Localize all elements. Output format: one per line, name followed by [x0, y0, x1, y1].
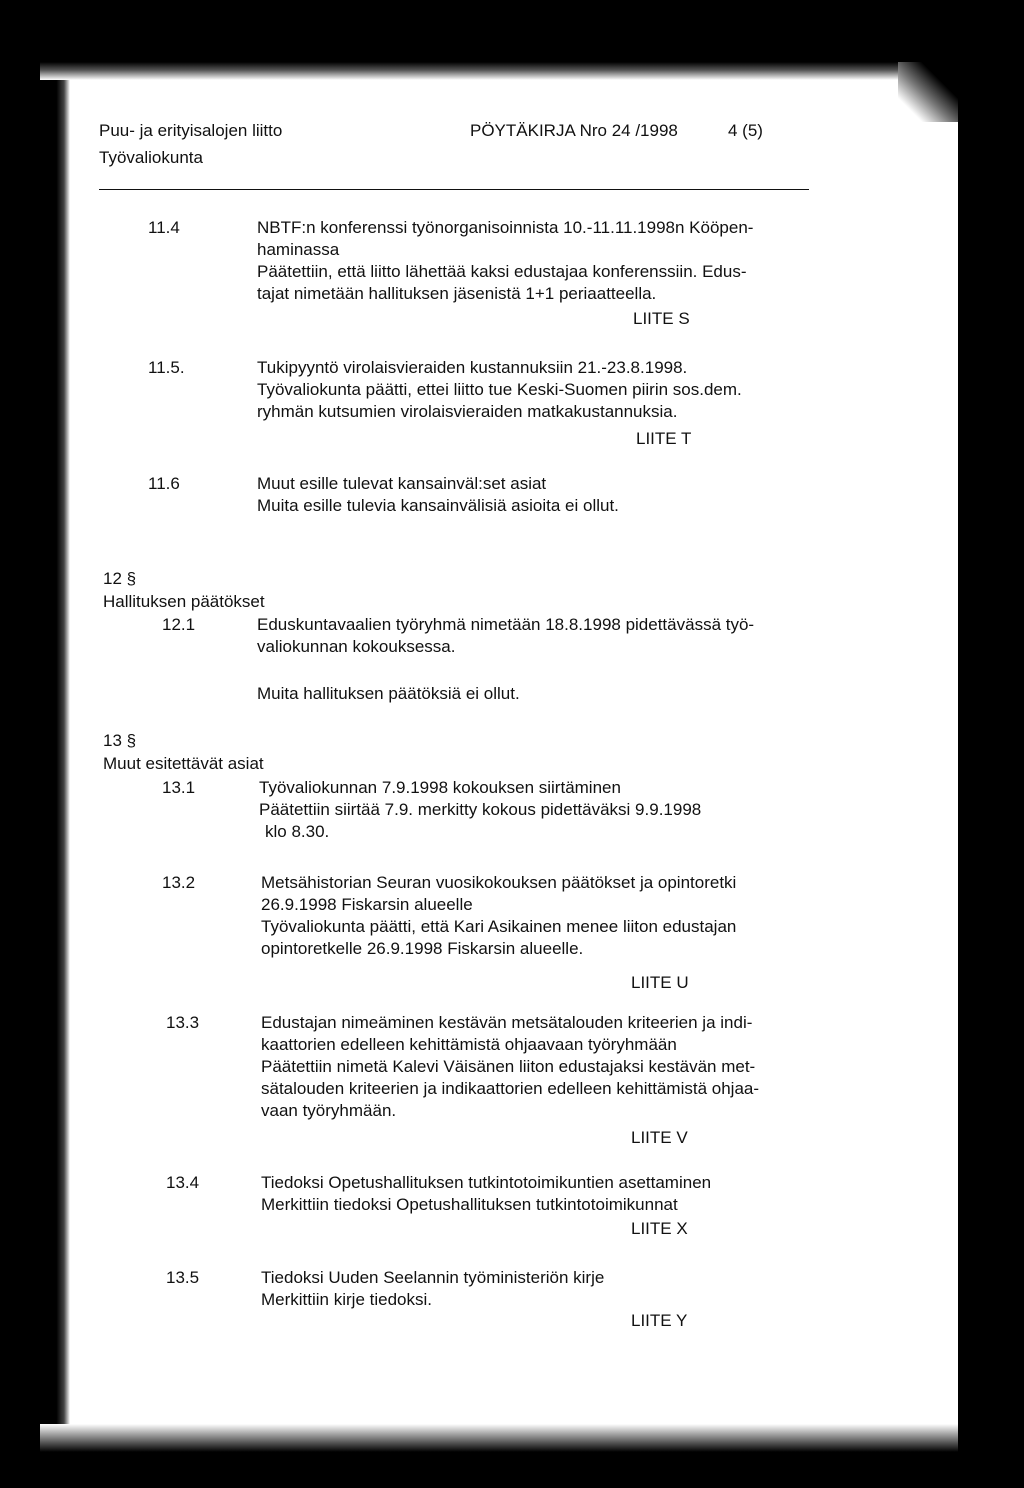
item-line: Tukipyyntö virolaisvieraiden kustannuksiin 21.-23.8.1998.	[257, 358, 688, 377]
section-number: 12	[103, 569, 122, 588]
item-line: opintoretkelle 26.9.1998 Fiskarsin alueelle.	[261, 939, 584, 958]
section-heading	[103, 568, 136, 590]
item-line: Edustajan nimeäminen kestävän metsätalouden kriteerien ja indi-	[261, 1013, 753, 1032]
attachment-label: LIITE S	[633, 309, 690, 328]
item-text	[257, 614, 754, 658]
item-line: kaattorien edelleen kehittämistä ohjaavaan työryhmään	[261, 1035, 677, 1054]
item-text	[261, 872, 736, 960]
item-line: NBTF:n konferenssi työnorganisoinnista 10.-11.11.1998n Kööpen-	[257, 218, 754, 237]
item-number: 13.3	[166, 1013, 200, 1032]
item-text	[261, 1012, 759, 1122]
attachment-label: LIITE X	[631, 1219, 688, 1238]
item-line: Merkittiin kirje tiedoksi.	[261, 1290, 432, 1309]
header-org: Puu- ja erityisalojen liitto	[99, 121, 283, 140]
item-line: 26.9.1998 Fiskarsin alueelle	[261, 895, 473, 914]
item-line: ryhmän kutsumien virolaisvieraiden matkakustannuksia.	[257, 402, 678, 421]
item-number: 11.5.	[148, 358, 185, 377]
item-line: Työvaliokunnan 7.9.1998 kokouksen siirtäminen	[259, 778, 621, 797]
item-text	[261, 1267, 604, 1311]
header-page-number: 4 (5)	[728, 121, 763, 140]
item-number: 13.2	[162, 873, 196, 892]
section-heading	[103, 730, 136, 752]
section-note: Muita hallituksen päätöksiä ei ollut.	[257, 684, 520, 703]
item-text	[257, 473, 619, 517]
item-line: valiokunnan kokouksessa.	[257, 637, 456, 656]
document-page	[40, 62, 958, 1452]
section-title: Hallituksen päätökset	[103, 592, 265, 611]
item-line: Metsähistorian Seuran vuosikokouksen päätökset ja opintoretki	[261, 873, 737, 892]
item-line: klo 8.30.	[265, 822, 330, 841]
item-line: Päätettiin nimetä Kalevi Väisänen liiton edustajaksi kestävän met-	[261, 1057, 756, 1076]
scan-page-curl	[898, 62, 958, 122]
item-line: tajat nimetään hallituksen jäsenistä 1+1 periaatteella.	[257, 284, 657, 303]
item-line: Työvaliokunta päätti, ettei liitto tue Keski-Suomen piirin sos.dem.	[257, 380, 742, 399]
item-line: Tiedoksi Opetushallituksen tutkintotoimikuntien asettaminen	[261, 1173, 712, 1192]
scan-top-shadow	[40, 62, 958, 80]
section-symbol: §	[126, 569, 137, 588]
attachment-label: LIITE U	[631, 973, 689, 992]
item-line: sätalouden kriteerien ja indikaattorien edelleen kehittämistä ohjaa-	[261, 1079, 760, 1098]
item-text	[257, 217, 753, 305]
item-line: Merkittiin tiedoksi Opetushallituksen tutkintotoimikunnat	[261, 1195, 678, 1214]
item-line: Työvaliokunta päätti, että Kari Asikainen menee liiton edustajan	[261, 917, 737, 936]
attachment-label: LIITE V	[631, 1128, 688, 1147]
item-line: haminassa	[257, 240, 340, 259]
header-rule	[99, 189, 809, 190]
item-line: Päätettiin, että liitto lähettää kaksi edustajaa konferenssiin. Edus-	[257, 262, 747, 281]
item-number: 13.5	[166, 1268, 200, 1287]
section-symbol: §	[126, 731, 137, 750]
header-doc-title: PÖYTÄKIRJA Nro 24 /1998	[470, 121, 678, 140]
attachment-label: LIITE T	[636, 429, 692, 448]
attachment-label: LIITE Y	[631, 1311, 688, 1330]
item-number: 13.1	[162, 778, 196, 797]
item-line: Muut esille tulevat kansainväl:set asiat	[257, 474, 547, 493]
header-org-sub: Työvaliokunta	[99, 148, 203, 167]
scan-bottom-shadow	[40, 1424, 958, 1452]
item-line: Muita esille tulevia kansainvälisiä asioita ei ollut.	[257, 496, 619, 515]
item-line: vaan työryhmään.	[261, 1101, 397, 1120]
item-number: 11.4	[148, 218, 180, 237]
item-text	[259, 777, 701, 843]
item-line: Eduskuntavaalien työryhmä nimetään 18.8.1998 pidettävässä työ-	[257, 615, 755, 634]
item-number: 12.1	[162, 615, 196, 634]
item-number: 11.6	[148, 474, 180, 493]
scan-left-edge	[40, 62, 70, 1452]
item-text	[261, 1172, 711, 1216]
item-text	[257, 357, 742, 423]
item-number: 13.4	[166, 1173, 200, 1192]
item-line: Päätettiin siirtää 7.9. merkitty kokous pidettäväksi 9.9.1998	[259, 800, 702, 819]
section-number: 13	[103, 731, 122, 750]
section-title: Muut esitettävät asiat	[103, 754, 264, 773]
item-line: Tiedoksi Uuden Seelannin työministeriön kirje	[261, 1268, 605, 1287]
